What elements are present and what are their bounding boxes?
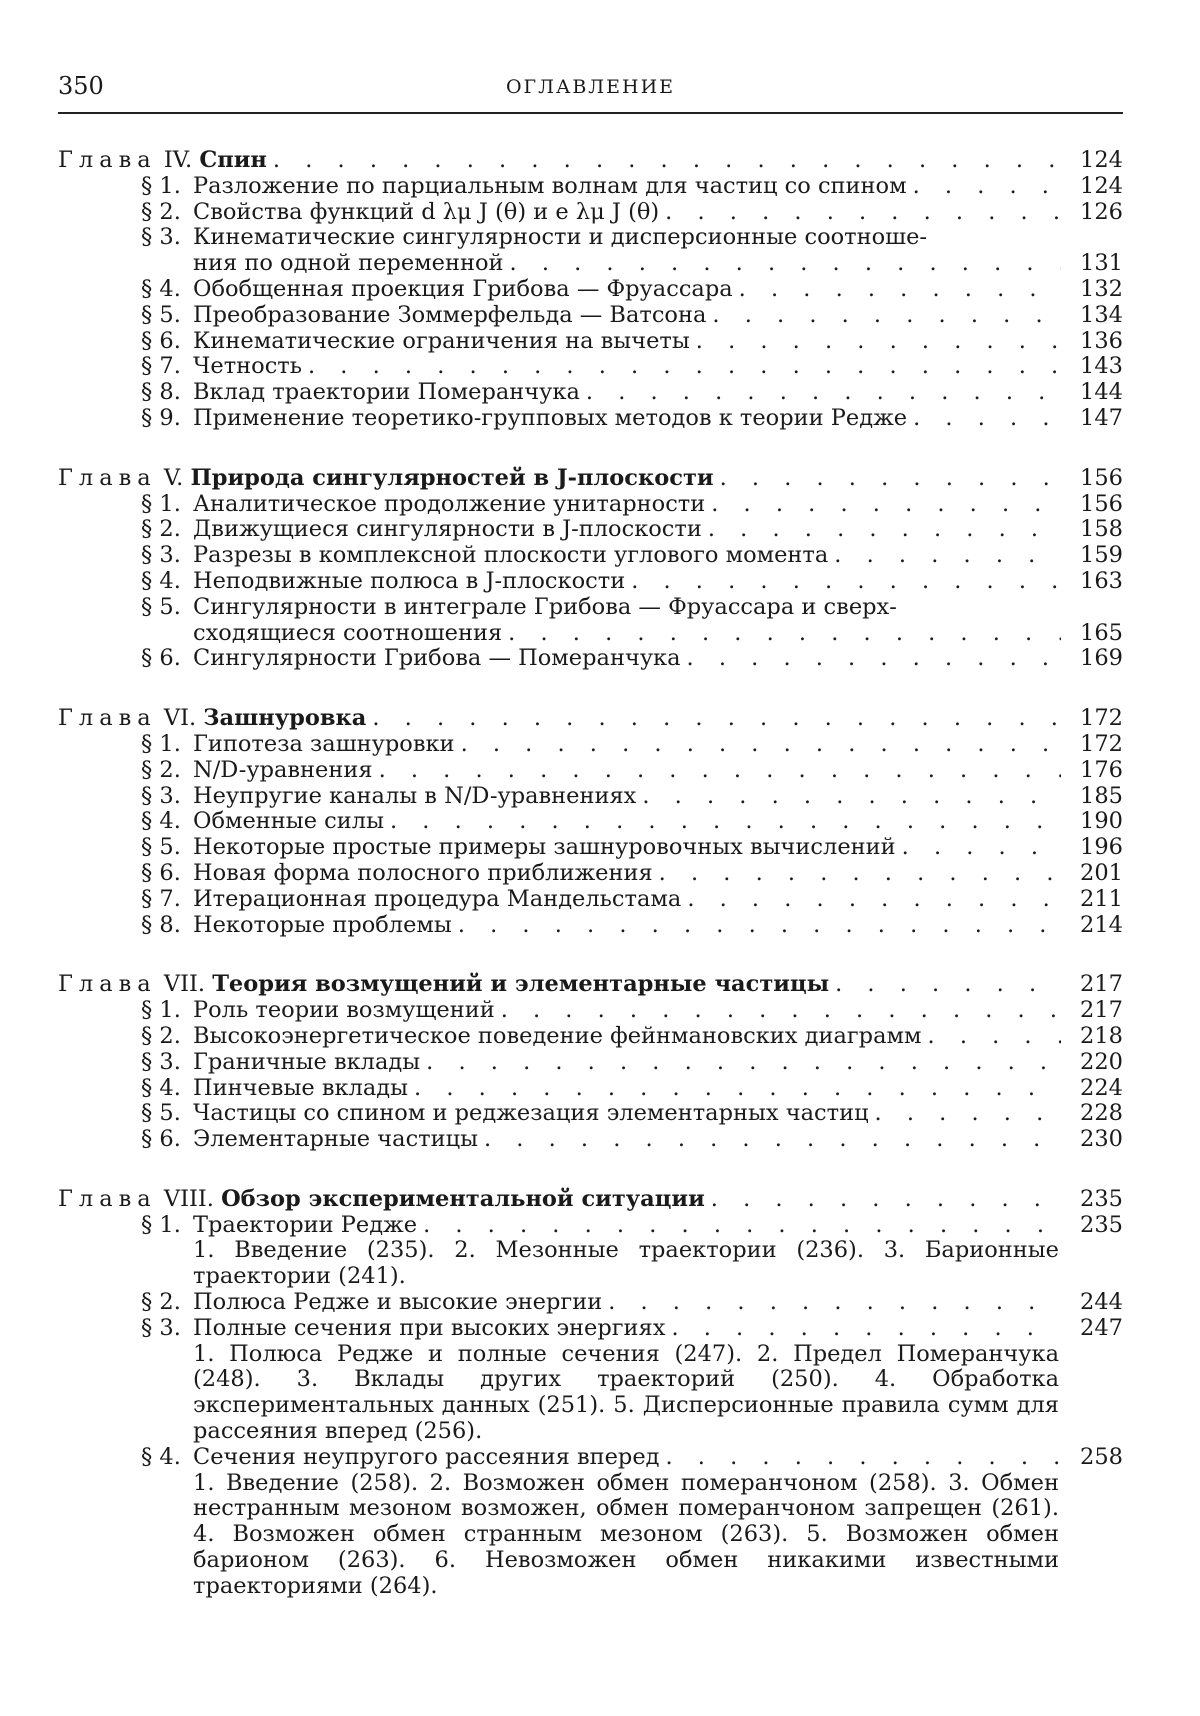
section-page: 217 — [1080, 997, 1123, 1024]
section-label — [141, 646, 681, 672]
section-page: 172 — [1080, 730, 1123, 757]
section-label — [141, 1290, 602, 1316]
section-title: Сингулярности Грибова — Померанчука — [193, 645, 681, 672]
dot-leader — [665, 200, 1061, 226]
section-mark: § 6. — [141, 327, 181, 354]
dot-leader — [308, 354, 1061, 380]
section-page: 224 — [1080, 1074, 1123, 1101]
section-entry — [58, 277, 1123, 303]
section-entry — [58, 913, 1123, 939]
dot-leader — [390, 809, 1061, 835]
section-page: 163 — [1080, 567, 1123, 594]
chapter-number: VIII. — [163, 1185, 214, 1212]
chapter-heading — [58, 466, 1123, 492]
section-label — [141, 225, 927, 251]
chapter-number: VI. — [163, 705, 197, 732]
section-label — [141, 998, 495, 1024]
chapter-title: Зашнуровка — [203, 705, 367, 732]
dot-leader — [631, 569, 1061, 595]
section-entry — [58, 1050, 1123, 1076]
section-mark: § 4. — [141, 808, 181, 835]
chapter-label — [58, 972, 829, 998]
section-page: 124 — [1080, 172, 1123, 199]
section-mark: § 4. — [141, 1074, 181, 1101]
section-title: Преобразование Зоммерфельда — Ватсона — [193, 301, 707, 328]
section-title: Кинематические сингулярности и дисперсионные соотноше- — [193, 224, 927, 251]
section-entry — [58, 758, 1123, 784]
section-label — [141, 543, 828, 569]
dot-leader — [875, 1101, 1061, 1127]
section-label — [141, 1316, 665, 1342]
dot-leader — [687, 646, 1061, 672]
chapter-word: Глава — [58, 971, 157, 998]
section-label — [141, 835, 896, 861]
section-page: 247 — [1080, 1314, 1123, 1341]
chapter-word: Глава — [58, 147, 157, 173]
chapter-page: 217 — [1080, 971, 1123, 998]
section-mark: § 1. — [141, 1211, 181, 1238]
section-title: Гипотеза зашнуровки — [193, 730, 455, 757]
section-mark: § 5. — [141, 1100, 181, 1127]
section-entry — [58, 380, 1123, 406]
section-mark: § 1. — [141, 172, 181, 199]
section-mark: § 9. — [141, 404, 181, 431]
chapter-block — [58, 972, 1123, 1153]
section-title: Траектории Редже — [193, 1211, 418, 1238]
running-title: ОГЛАВЛЕНИЕ — [505, 76, 676, 98]
subsection-list: 1. Введение (258). 2. Возможен обмен померанчоном (258). 3. Обмен нестранным мезоном возможен, обмен померанчоном запрещен (261). 4. Возможен обмен странным мезоном (263). 5. Возможен обмен барионом (263). 6. Невозможен обмен никакими известными траекториями (264). — [193, 1469, 1059, 1599]
dot-leader — [739, 277, 1061, 303]
section-title: Сингулярности в интеграле Грибова — Фруассара и сверх- — [193, 593, 897, 620]
section-entry — [58, 492, 1123, 518]
chapter-page: 124 — [1080, 147, 1123, 173]
dot-leader — [508, 621, 1061, 647]
section-page: 159 — [1080, 542, 1123, 569]
section-entry — [58, 1445, 1123, 1471]
section-page: 214 — [1080, 911, 1123, 938]
section-entry — [58, 646, 1123, 672]
dot-leader — [414, 1076, 1061, 1102]
dot-leader — [902, 835, 1061, 861]
section-mark: § 6. — [141, 859, 181, 886]
page-number: 350 — [58, 72, 104, 100]
section-page: 126 — [1080, 198, 1123, 225]
section-entry — [58, 200, 1123, 226]
section-mark: § 4. — [141, 567, 181, 594]
section-title: Вклад траектории Померанчука — [193, 379, 580, 406]
section-title: Четность — [193, 353, 302, 380]
section-page: 196 — [1080, 834, 1123, 861]
section-page: 136 — [1080, 327, 1123, 354]
section-page: 218 — [1080, 1022, 1123, 1049]
section-title: Новая форма полосного приближения — [193, 859, 653, 886]
section-label — [141, 1024, 922, 1050]
section-title: Разрезы в комплексной плоскости углового момента — [193, 542, 829, 569]
section-mark: § 1. — [141, 490, 181, 517]
section-title: Обобщенная проекция Грибова — Фруассара — [193, 275, 733, 302]
section-title: Пинчевые вклады — [193, 1074, 409, 1101]
chapter-label — [58, 706, 366, 732]
section-label — [141, 569, 625, 595]
section-entry — [58, 1101, 1123, 1127]
chapter-block — [58, 466, 1123, 672]
dot-leader — [586, 380, 1061, 406]
section-mark: § 2. — [141, 756, 181, 783]
page-header — [58, 70, 1123, 114]
section-entry — [58, 835, 1123, 861]
chapter-title: Теория возмущений и элементарные частицы — [212, 971, 830, 998]
section-page: 201 — [1080, 859, 1123, 886]
section-entry — [58, 1316, 1123, 1342]
dot-leader — [458, 913, 1061, 939]
section-label — [141, 595, 897, 621]
section-mark: § 3. — [141, 782, 181, 809]
chapter-word: Глава — [58, 705, 157, 732]
section-entry — [58, 1127, 1123, 1153]
table-of-contents — [58, 148, 1123, 1634]
section-page: 134 — [1080, 301, 1123, 328]
chapter-heading — [58, 706, 1123, 732]
section-entry — [58, 1290, 1123, 1316]
section-label — [141, 809, 384, 835]
chapter-heading — [58, 1187, 1123, 1213]
section-title: Элементарные частицы — [193, 1126, 478, 1153]
section-mark: § 6. — [141, 1126, 181, 1153]
section-title: Неупругие каналы в N/D-уравнениях — [193, 782, 637, 809]
section-label — [141, 354, 302, 380]
dot-leader — [928, 1024, 1061, 1050]
section-label — [141, 329, 690, 355]
dot-leader — [372, 706, 1061, 732]
chapter-label — [58, 1187, 705, 1213]
chapter-number: VII. — [163, 971, 206, 998]
chapter-block — [58, 1187, 1123, 1600]
section-title: Применение теоретико-групповых методов к теории Редже — [193, 404, 908, 431]
section-title: N/D-уравнения — [193, 756, 373, 783]
section-title: Полные сечения при высоких энергиях — [193, 1314, 666, 1341]
section-label — [141, 406, 907, 432]
chapter-block — [58, 148, 1123, 432]
section-mark: § 3. — [141, 224, 181, 251]
section-entry — [58, 225, 1123, 251]
page — [58, 70, 1123, 1599]
section-entry — [58, 809, 1123, 835]
section-page: 131 — [1080, 250, 1123, 277]
dot-leader — [666, 1445, 1062, 1471]
subsection-list: 1. Введение (235). 2. Мезонные траектории (236). 3. Барионные траектории (241). — [193, 1237, 1059, 1290]
section-label — [141, 758, 373, 784]
dot-leader — [510, 251, 1061, 277]
section-entry — [58, 543, 1123, 569]
dot-leader — [712, 303, 1061, 329]
section-mark: § 3. — [141, 1314, 181, 1341]
dot-leader — [913, 406, 1061, 432]
section-page: 235 — [1080, 1211, 1123, 1238]
section-entry — [58, 784, 1123, 810]
section-page: 156 — [1080, 490, 1123, 517]
section-title: Полюса Редже и высокие энергии — [193, 1289, 603, 1316]
section-entry — [58, 517, 1123, 543]
chapter-word: Глава — [58, 464, 157, 491]
chapter-page: 156 — [1080, 464, 1123, 491]
section-page: 185 — [1080, 782, 1123, 809]
section-page: 244 — [1080, 1289, 1123, 1316]
section-entry — [58, 861, 1123, 887]
dot-leader — [708, 517, 1061, 543]
section-label — [141, 1101, 869, 1127]
section-continuation — [58, 621, 1123, 647]
chapter-title: Природа сингулярностей в J-плоскости — [190, 464, 714, 491]
section-mark: § 6. — [141, 645, 181, 672]
section-mark: § 2. — [141, 198, 181, 225]
section-title: Некоторые простые примеры зашнуровочных вычислений — [193, 834, 896, 861]
section-title: Некоторые проблемы — [193, 911, 452, 938]
section-page: 158 — [1080, 516, 1123, 543]
section-mark: § 3. — [141, 1048, 181, 1075]
section-label — [141, 1076, 408, 1102]
dot-leader — [671, 1316, 1061, 1342]
dot-leader — [659, 861, 1061, 887]
section-mark: § 2. — [141, 1022, 181, 1049]
section-title: Разложение по парциальным волнам для частиц со спином — [193, 172, 907, 199]
section-page: 169 — [1080, 645, 1123, 672]
section-page: 211 — [1080, 885, 1123, 912]
section-mark: § 1. — [141, 997, 181, 1024]
section-entry — [58, 998, 1123, 1024]
section-page: 190 — [1080, 808, 1123, 835]
section-entry — [58, 887, 1123, 913]
section-entry — [58, 354, 1123, 380]
chapter-page: 172 — [1080, 705, 1123, 732]
chapter-label — [58, 466, 714, 492]
section-title: Роль теории возмущений — [193, 997, 495, 1024]
section-mark: § 5. — [141, 301, 181, 328]
dot-leader — [423, 1213, 1061, 1239]
chapter-label — [58, 148, 267, 174]
section-page: 228 — [1080, 1100, 1123, 1127]
section-label — [141, 784, 636, 810]
section-entry — [58, 303, 1123, 329]
section-label — [141, 861, 653, 887]
section-mark: § 2. — [141, 1289, 181, 1316]
section-entry — [58, 1213, 1123, 1239]
section-entry — [58, 406, 1123, 432]
dot-leader — [379, 758, 1061, 784]
section-label — [141, 1213, 417, 1239]
chapter-title: Обзор экспериментальной ситуации — [221, 1185, 705, 1212]
chapter-heading — [58, 148, 1123, 174]
chapter-title: Спин — [199, 147, 267, 173]
dot-leader — [720, 466, 1061, 492]
section-label — [141, 517, 702, 543]
section-label — [141, 732, 455, 758]
section-title: Аналитическое продолжение унитарности — [193, 490, 706, 517]
section-mark: § 8. — [141, 911, 181, 938]
dot-leader — [834, 543, 1061, 569]
section-mark: § 7. — [141, 885, 181, 912]
section-entry — [58, 329, 1123, 355]
section-label — [141, 303, 706, 329]
section-entry — [58, 569, 1123, 595]
section-page: 165 — [1080, 619, 1123, 646]
section-title: Неподвижные полюса в J-плоскости — [193, 567, 626, 594]
dot-leader — [273, 148, 1061, 174]
section-page: 176 — [1080, 756, 1123, 783]
dot-leader — [484, 1127, 1061, 1153]
section-page: 144 — [1080, 379, 1123, 406]
section-page: 147 — [1080, 404, 1123, 431]
dot-leader — [711, 1187, 1061, 1213]
section-page: 230 — [1080, 1126, 1123, 1153]
dot-leader — [642, 784, 1061, 810]
section-label — [141, 380, 580, 406]
section-entry — [58, 1076, 1123, 1102]
section-title-cont: сходящиеся соотношения — [193, 619, 503, 646]
dot-leader — [608, 1290, 1061, 1316]
section-entry — [58, 595, 1123, 621]
section-page: 220 — [1080, 1048, 1123, 1075]
section-page: 258 — [1080, 1443, 1123, 1470]
section-mark: § 4. — [141, 275, 181, 302]
section-label — [141, 913, 452, 939]
chapter-number: V. — [163, 464, 184, 491]
section-mark: § 5. — [141, 593, 181, 620]
dot-leader — [835, 972, 1061, 998]
section-entry — [58, 732, 1123, 758]
section-title: Высокоэнергетическое поведение фейнмановских диаграмм — [193, 1022, 922, 1049]
dot-leader — [687, 887, 1061, 913]
section-title: Частицы со спином и реджезация элементарных частиц — [193, 1100, 869, 1127]
section-title: Кинематические ограничения на вычеты — [193, 327, 690, 354]
section-label — [141, 1445, 660, 1471]
dot-leader — [696, 329, 1061, 355]
dot-leader — [711, 492, 1061, 518]
chapter-block — [58, 706, 1123, 938]
section-label — [141, 492, 705, 518]
dot-leader — [501, 998, 1061, 1024]
chapter-heading — [58, 972, 1123, 998]
section-mark: § 7. — [141, 353, 181, 380]
chapter-page: 235 — [1080, 1185, 1123, 1212]
section-label — [141, 200, 659, 226]
section-label — [141, 1127, 478, 1153]
section-label — [141, 1050, 420, 1076]
section-title: Итерационная процедура Мандельстама — [193, 885, 682, 912]
section-title: Свойства функций d λμ J (θ) и e λμ J (θ) — [193, 198, 660, 225]
dot-leader — [426, 1050, 1061, 1076]
section-title-cont: ния по одной переменной — [193, 250, 504, 277]
section-title: Движущиеся сингулярности в J-плоскости — [193, 516, 702, 543]
section-label — [141, 174, 907, 200]
section-mark: § 4. — [141, 1443, 181, 1470]
section-title: Сечения неупругого рассеяния вперед — [193, 1443, 660, 1470]
section-label — [141, 277, 733, 303]
section-title: Обменные силы — [193, 808, 384, 835]
section-mark: § 3. — [141, 542, 181, 569]
section-page: 132 — [1080, 275, 1123, 302]
section-mark: § 5. — [141, 834, 181, 861]
chapter-word: Глава — [58, 1185, 157, 1212]
section-mark: § 8. — [141, 379, 181, 406]
section-mark: § 2. — [141, 516, 181, 543]
section-entry — [58, 1024, 1123, 1050]
section-continuation — [58, 251, 1123, 277]
chapter-number: IV. — [163, 147, 193, 173]
section-entry — [58, 174, 1123, 200]
section-title: Граничные вклады — [193, 1048, 421, 1075]
dot-leader — [913, 174, 1061, 200]
section-mark: § 1. — [141, 730, 181, 757]
subsection-list: 1. Полюса Редже и полные сечения (247). 2. Предел Померанчука (248). 3. Вклады других траекторий (250). 4. Обработка экспериментальных данных (251). 5. Дисперсионные правила сумм для рассеяния вперед (256). — [193, 1340, 1059, 1445]
dot-leader — [461, 732, 1061, 758]
section-page: 143 — [1080, 353, 1123, 380]
section-label — [141, 887, 681, 913]
